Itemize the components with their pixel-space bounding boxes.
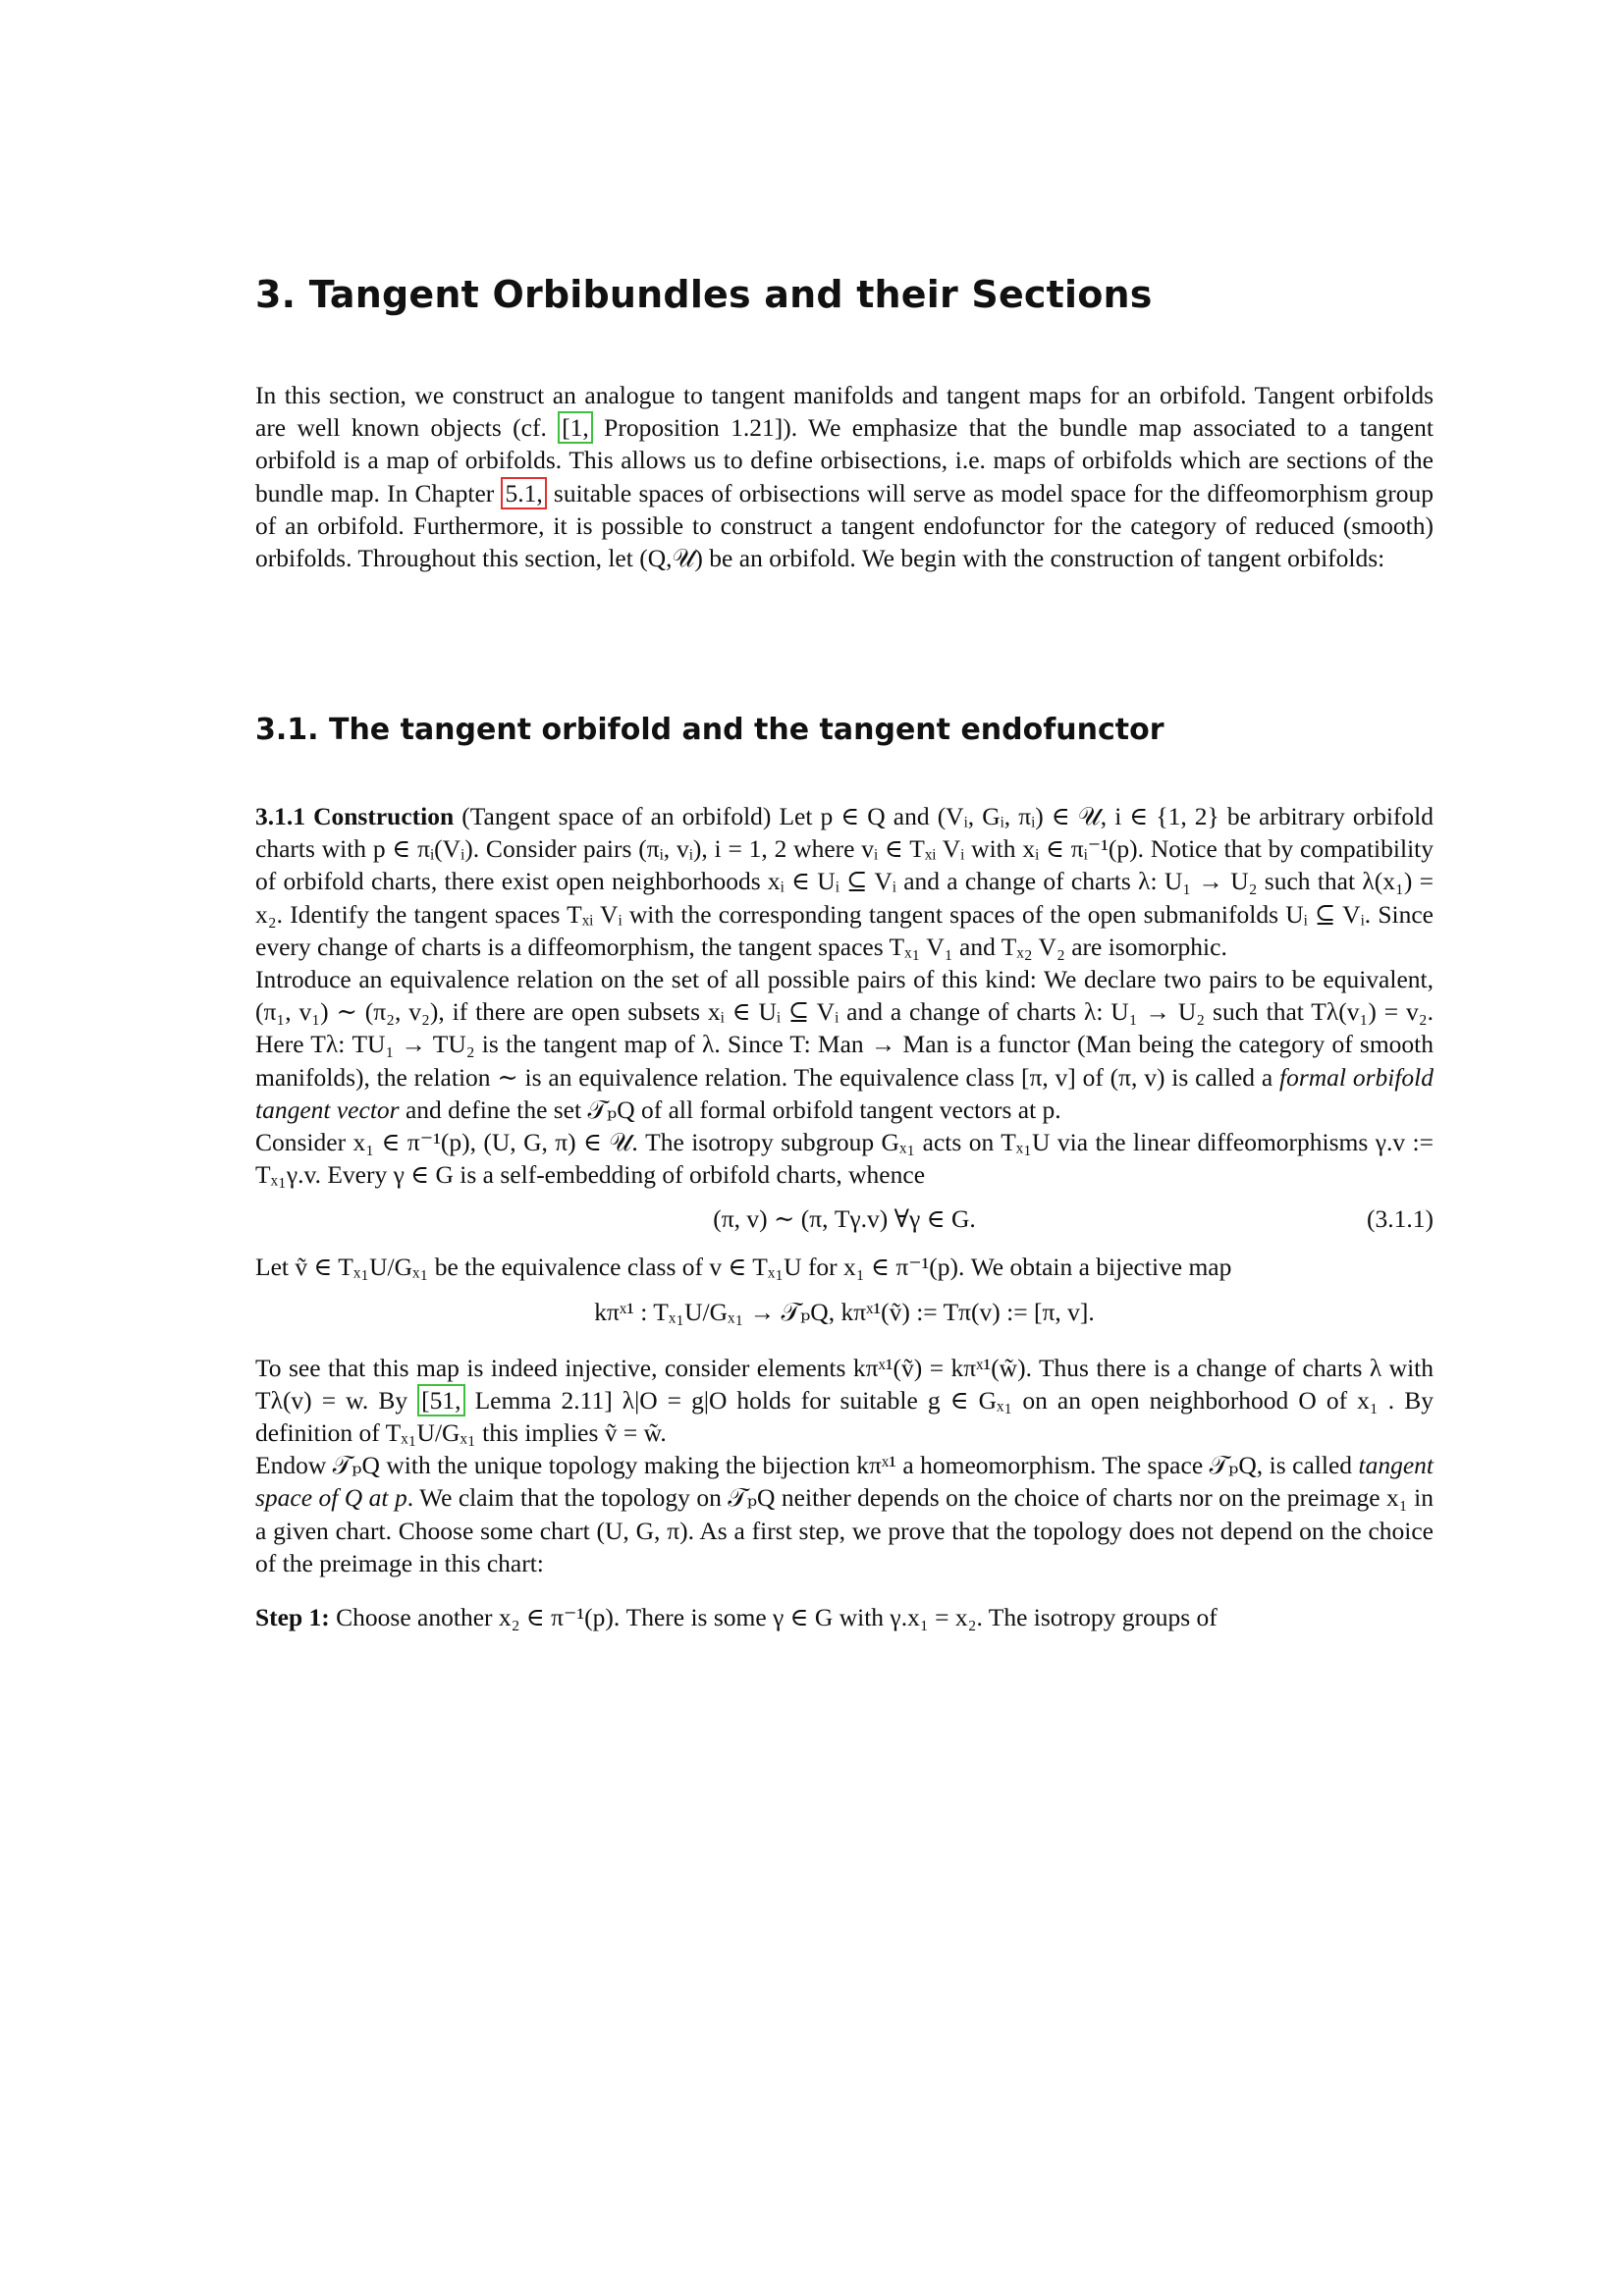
construction-paragraph-3: Consider x₁ ∈ π⁻¹(p), (U, G, π) ∈ 𝒰. The isotropy subgroup Gₓ₁ acts on Tₓ₁U via the linear diffeomorphisms γ.v := Tₓ₁γ.v. Every γ ∈ G is a self-embedding of orbifold charts, whence	[255, 1128, 1434, 1190]
term-formal-tangent-vector: formal orbifold tangent vector	[255, 1062, 1434, 1124]
step-1-label: Step 1:	[255, 1603, 330, 1632]
construction-text-6a: Endow 𝒯ₚQ with the unique topology making the bijection kπˣ¹ a homeomorphism. The space 𝒯ₚQ, is called	[255, 1451, 1359, 1480]
section-title: 3.1. The tangent orbifold and the tangent endofunctor	[255, 713, 1164, 747]
construction-paragraph-5	[255, 1352, 1434, 1450]
equation-bijective-map	[255, 1298, 1434, 1330]
construction-text-1: (Tangent space of an orbifold) Let p ∈ Q and (Vᵢ, Gᵢ, πᵢ) ∈ 𝒰, i ∈ {1, 2} be arbitrary orbifold charts with p ∈ πᵢ(Vᵢ). Consider pairs (πᵢ, vᵢ), i = 1, 2 where vᵢ ∈ Tₓᵢ Vᵢ with xᵢ ∈ πᵢ⁻¹(p). Notice that by compatibility of orbifold charts, there exist open neighborhoods xᵢ ∈ Uᵢ ⊆ Vᵢ and a change of charts λ: U₁ → U₂ such that λ(x₁) = x₂. Identify the tangent spaces Tₓᵢ Vᵢ with the corresponding tangent spaces of the open submanifolds Uᵢ ⊆ Vᵢ. Since every change of charts is a diffeomorphism, the tangent spaces Tₓ₁ V₁ and Tₓ₂ V₂ are isomorphic.	[255, 802, 1434, 961]
construction-paragraph-2	[255, 963, 1434, 1126]
step-1-text: Choose another x₂ ∈ π⁻¹(p). There is some γ ∈ G with γ.x₁ = x₂. The isotropy groups of	[329, 1603, 1218, 1632]
chapter-title: 3. Tangent Orbibundles and their Sections	[255, 273, 1153, 316]
construction-block	[255, 800, 1434, 1633]
intro-text-1: In this section, we construct an analogue to tangent manifolds and tangent maps for an orbifold. Tangent orbifolds are well known objects (cf.	[255, 381, 1434, 443]
step-1-paragraph	[255, 1601, 1434, 1633]
construction-text-5b: Lemma 2.11] λ|O = g|O holds for suitable g ∈ Gₓ₁ on an open neighborhood O of x₁ . By definition of Tₓ₁U/Gₓ₁ this implies ṽ = w̃.	[255, 1385, 1434, 1448]
equation-number: (3.1.1)	[1367, 1204, 1434, 1234]
construction-text-6b: . We claim that the topology on 𝒯ₚQ neither depends on the choice of charts nor on the preimage x₁ in a given chart. Choose some chart (U, G, π). As a first step, we prove that the topology does not depend on the choice of the preimage in this chart:	[255, 1483, 1434, 1577]
construction-text-2a: Introduce an equivalence relation on the set of all possible pairs of this kind: We declare two pairs to be equivalent, (π₁, v₁) ∼ (π₂, v₂), if there are open subsets xᵢ ∈ Uᵢ ⊆ Vᵢ and a change of charts λ: U₁ → U₂ such that Tλ(v₁) = v₂. Here Tλ: TU₁ → TU₂ is the tangent map of λ. Since T: Man → Man is a functor (Man being the category of smooth manifolds), the relation ∼ is an equivalence relation. The equivalence class [π, v] of (π, v) is called a	[255, 965, 1434, 1092]
intro-text-3: suitable spaces of orbisections will serve as model space for the diffeomorphism group of an orbifold. Furthermore, it is possible to construct a tangent endofunctor for the category of reduced (smooth) orbifolds. Throughout this section, let (Q,𝒰) be an orbifold. We begin with the construction of tangent orbifolds:	[255, 478, 1434, 573]
equation-bijective-map-body: kπˣ¹ : Tₓ₁U/Gₓ₁ → 𝒯ₚQ, kπˣ¹(ṽ) := Tπ(v) := [π, v].	[594, 1297, 1095, 1326]
construction-paragraph-1	[255, 800, 1434, 963]
equation-3-1-1	[255, 1204, 1434, 1237]
citation-link-1[interactable]: [1,	[558, 411, 593, 444]
construction-text-2b: and define the set 𝒯ₚQ of all formal orbifold tangent vectors at p.	[399, 1095, 1061, 1124]
citation-link-51[interactable]: [51,	[417, 1384, 464, 1416]
term-tangent-space: tangent space of Q at p	[255, 1451, 1434, 1513]
intro-text-2: Proposition 1.21]). We emphasize that the bundle map associated to a tangent orbifold is a map of orbifolds. This allows us to define orbisections, i.e. maps of orbifolds which are sections of the bundle map. In Chapter	[255, 413, 1434, 507]
equation-3-1-1-body: (π, v) ∼ (π, Tγ.v) ∀γ ∈ G.	[713, 1204, 976, 1234]
construction-text-5a: To see that this map is indeed injective, consider elements kπˣ¹(ṽ) = kπˣ¹(w̃). Thus there is a change of charts λ with Tλ(v) = w. By	[255, 1353, 1434, 1415]
construction-label: 3.1.1 Construction	[255, 802, 455, 830]
intro-paragraph	[255, 379, 1434, 574]
construction-paragraph-4: Let ṽ ∈ Tₓ₁U/Gₓ₁ be the equivalence class of v ∈ Tₓ₁U for x₁ ∈ π⁻¹(p). We obtain a bijective map	[255, 1253, 1232, 1282]
chapter-link-5-1[interactable]: 5.1,	[501, 477, 546, 509]
construction-paragraph-6	[255, 1449, 1434, 1579]
